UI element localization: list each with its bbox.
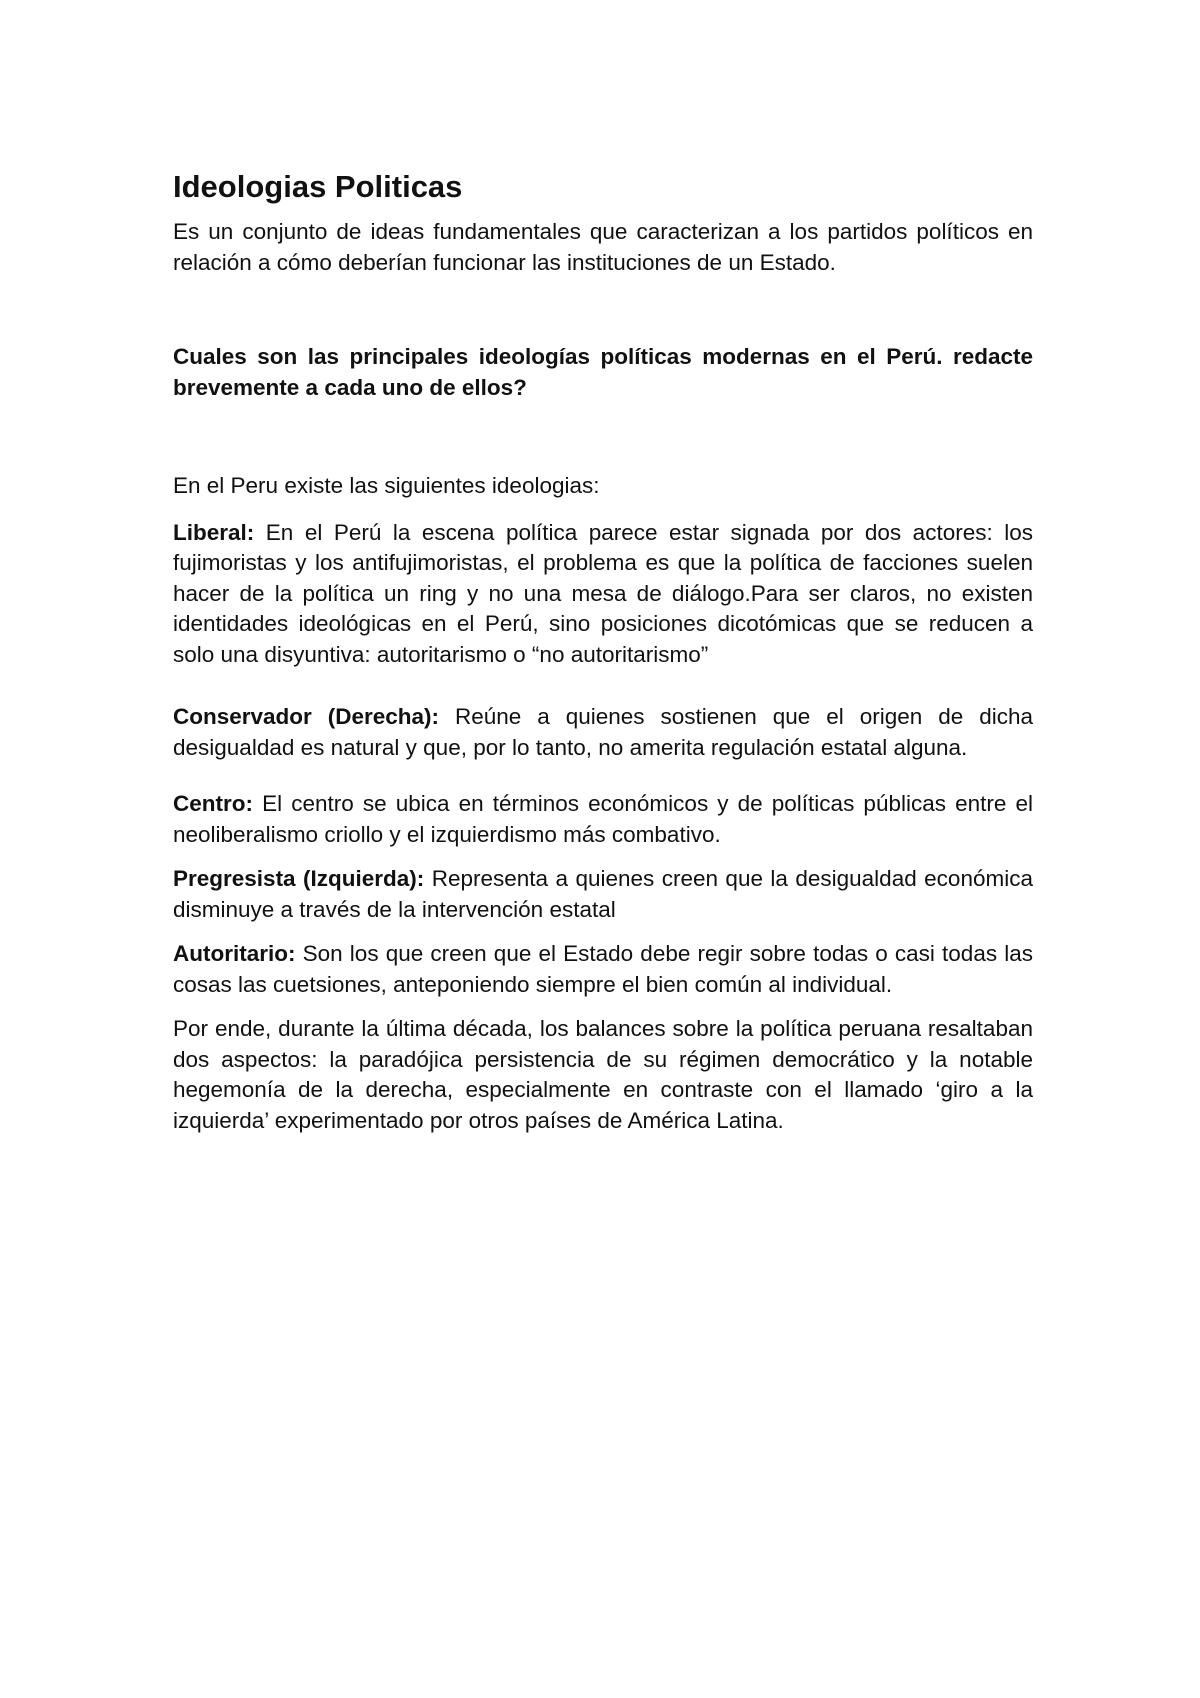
- intro-paragraph: Es un conjunto de ideas fundamentales que caracterizan a los partidos políticos en relación a cómo deberían funcionar las instituciones de un Estado.: [173, 219, 1033, 275]
- lead-paragraph: En el Peru existe las siguientes ideologias:: [173, 473, 600, 499]
- ideology-term: Pregresista (Izquierda):: [173, 866, 425, 892]
- ideology-text: El centro se ubica en términos económicos y de políticas públicas entre el neoliberalismo criollo y el izquierdismo más combativo.: [173, 791, 1033, 847]
- ideology-liberal: [173, 518, 1033, 671]
- ideology-text: En el Perú la escena política parece estar signada por dos actores: los fujimoristas y los antifujimoristas, el problema es que la política de facciones suelen hacer de la política un ring y no una mesa de diálogo.Para ser claros, no existen identidades ideológicas en el Perú, sino posiciones dicotómicas que se reducen a solo una disyuntiva: autoritarismo o “no autoritarismo”: [173, 519, 1033, 667]
- ideology-text: Son los que creen que el Estado debe regir sobre todas o casi todas las cosas las cuetsiones, anteponiendo siempre el bien común al individual.: [173, 941, 1033, 997]
- ideology-text: Reúne a quienes sostienen que el origen de dicha desigualdad es natural y que, por lo tanto, no amerita regulación estatal alguna.: [173, 704, 1033, 760]
- ideology-term: Autoritario:: [173, 941, 296, 967]
- document-body: [173, 168, 1033, 1136]
- ideology-term: Centro:: [173, 791, 253, 817]
- ideology-centro: [173, 789, 1033, 850]
- question-paragraph: Cuales son las principales ideologías políticas modernas en el Perú. redacte brevemente a cada uno de ellos?: [173, 344, 1033, 400]
- ideology-term: Conservador (Derecha):: [173, 704, 440, 730]
- ideology-conservador: [173, 702, 1033, 763]
- page-title: Ideologias Politicas: [173, 169, 463, 204]
- ideology-term: Liberal:: [173, 519, 255, 545]
- conclusion-paragraph: Por ende, durante la última década, los balances sobre la política peruana resaltaban dos aspectos: la paradójica persistencia de su régimen democrático y la notable hegemonía de la derecha, especialmente en contraste con el llamado ‘giro a la izquierda’ experimentado por otros países de América Latina.: [173, 1016, 1033, 1133]
- ideology-text: Representa a quienes creen que la desigualdad económica disminuye a través de la intervención estatal: [173, 866, 1033, 922]
- ideology-progresista: [173, 864, 1033, 925]
- ideology-autoritario: [173, 939, 1033, 1000]
